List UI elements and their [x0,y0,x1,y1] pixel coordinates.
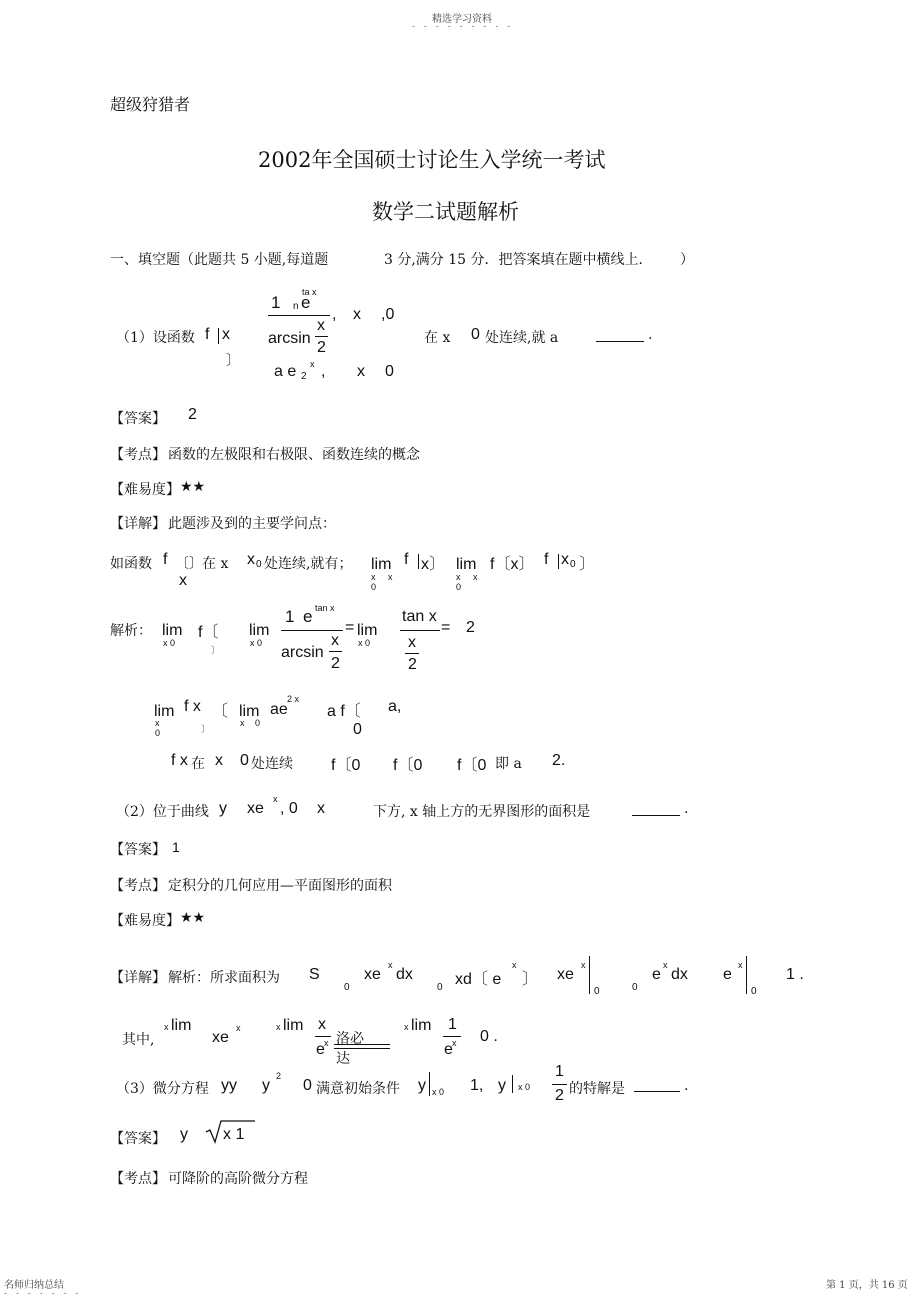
q1-fraction-bar [268,315,330,316]
s1-lim1: lim [371,556,392,573]
s2-lim1: lim [162,622,183,639]
q1-brace: 〕 [226,353,240,369]
q1-inner-bar [315,336,328,337]
s5-lim1: lim [171,1017,192,1034]
s1-f2: f〔x〕 [490,556,535,573]
q1-cont-text: 处连续,就 a [485,330,559,346]
q3-half-num: 1 [555,1063,564,1080]
s3-br2: 〕 [201,725,211,735]
s4-fx: f x [171,752,188,769]
s2-lim2: lim [249,622,270,639]
s4-val: 2. [552,752,566,769]
q3-sub1: x 0 [432,1087,445,1097]
s3-ae: ae [270,701,288,718]
a2-sup5: x [738,960,743,970]
s3-lim2-sub: x [240,718,245,728]
s5-den: e [316,1041,325,1058]
a1-det: 此题涉及到的主要学问点： [168,516,336,532]
q2-text: 下方, x 轴上方的无界图形的面积是 [373,804,591,820]
s5-zero: 0 . [480,1028,498,1045]
s4-zero: 0 [240,752,249,769]
q2-label: （2）位于曲线 [116,804,209,820]
s1-x0-sub: 0 [256,559,262,570]
s1-x0: x [247,551,255,568]
s2-label: 解析： [110,623,152,639]
q1-cont-at: 在 x [424,330,451,346]
s5-x3: x [404,1022,409,1032]
q2-y: y [219,800,227,817]
q3-bar2 [512,1075,513,1093]
s3-lim1-sub0: 0 [155,728,161,738]
s5-luo: 洛必 [336,1031,364,1047]
q3-text2: 的特解是 [569,1081,625,1097]
a1-answer: 2 [188,406,197,423]
s4-x: x [215,752,223,769]
s3-a: a, [388,698,402,715]
s1-fx0-close: 〕 [579,556,596,573]
s2-den-2: 2 [331,655,340,672]
s1-fx0: x [561,551,569,568]
a2-xe: xe [364,966,381,983]
s1-x-below: x [179,572,187,589]
s5-da: 达 [336,1051,350,1067]
s2-den-x: x [331,632,339,649]
s1-f3: f [544,551,549,568]
s1-lim1-sub: x [371,572,376,582]
s1-lim1-sub2: x [388,572,393,582]
s3-af: a f〔 [327,703,361,720]
s2-lim2-sub: x 0 [250,638,263,648]
s5-den2-sup: x [452,1038,457,1048]
a1-diff-label: 【难易度】 [110,482,180,498]
s2-lim1-sub: x 0 [163,638,176,648]
a2-sup4: x [663,960,668,970]
a2-diff-label: 【难易度】 [110,913,180,929]
a2-det: 解析：所求面积为 [168,970,280,986]
s1-cont: 处连续,就有； [264,556,353,572]
q1-comma: , [332,306,337,323]
s3-br: 〔 [212,703,229,720]
q2-answer-blank [632,815,680,816]
q3-bar1 [429,1072,430,1096]
s5-one: 1 [448,1016,457,1033]
s2-lim3-sub: x 0 [358,638,371,648]
s2-num-tanx: tan x [402,608,437,625]
s2-den-arcsin: arcsin [281,644,324,661]
q3-zero: 0 [303,1077,312,1094]
a2-kp-label: 【考点】 [110,878,166,894]
a2-kp: 定积分的几何应用—平面图形的面积 [168,878,392,894]
s1-bar2 [558,554,559,569]
s3-lim2-sub0: 0 [255,718,261,728]
a2-dx: dx [396,966,413,983]
s5-fraction-bar2 [443,1036,461,1037]
q1-label: （1）设函数 [116,330,195,346]
q3-half-den: 2 [555,1087,564,1104]
q1-case2-sup: x [310,359,315,369]
s5-x2: x [276,1022,281,1032]
q3-y2: y [498,1077,506,1094]
s1-f: f [163,551,168,568]
s2-num-e: e [303,607,313,626]
page-title: 2002年全国硕士讨论生入学统一考试 [258,148,606,172]
a2-S: S [309,966,320,983]
s1-text: 如函数 [110,556,152,572]
q1-cont-0: 0 [471,326,480,343]
s4-cont: 处连续 [251,756,293,772]
q1-case1-cond: ,0 [381,306,395,323]
s2-lim3: lim [357,622,378,639]
q1-den-arcsin: arcsin [268,330,311,347]
q1-num-sup: ta x [302,287,317,297]
a2-answer: 1 [172,839,180,855]
q1-case2-x: x [357,363,365,380]
s1-f1: f [404,551,409,568]
q1-case2-0: 0 [385,363,394,380]
a2-det-label: 【详解】 [110,970,166,986]
author: 超级狩猎者 [110,95,191,114]
s1-fx0-sub: 0 [570,559,576,570]
q3-yy: yy [221,1077,237,1094]
s3-zero: 0 [353,721,362,738]
q2-period: . [684,801,689,817]
s1-br: 〔〕 [175,556,203,572]
a2-lo2: 0 [437,982,443,993]
s4-f1: f〔0 [331,757,361,774]
s5-lim3: lim [411,1017,432,1034]
q1-num-1: 1 [271,293,281,312]
a2-sup3: x [581,960,586,970]
header-dashes: - - - - - - - - - [412,22,514,32]
q2-sup: x [273,794,278,804]
q3-answer-blank [634,1091,680,1092]
a2-close: 〕 [522,971,539,988]
s4-ji: 即 a [495,756,522,772]
s4-f2: f〔0 [393,757,423,774]
s2-f: f〔 [198,624,219,641]
q3-half-bar [552,1084,567,1085]
q3-sub2: x 0 [518,1082,531,1092]
s3-fx: f x [184,698,201,715]
a3-y: y [180,1126,188,1143]
s2-eq2: = [441,619,451,636]
q3-text: 满意初始条件 [316,1081,400,1097]
a2-sup2: x [512,960,517,970]
a2-lo3: 0 [594,986,600,997]
q3-one: 1, [470,1077,484,1094]
page-subtitle: 数学二试题解析 [372,200,519,224]
q1-case2-sub: 2 [301,371,307,382]
page-number: 第 1 页，共 16 页 [826,1280,908,1291]
q3-y1: y [418,1077,426,1094]
s2-num-1: 1 [285,607,295,626]
q1-case1-x: x [353,306,361,323]
s5-lim2: lim [283,1017,304,1034]
header-title: 精选学习资料 [432,14,492,25]
s3-lim1-sub: x [155,718,160,728]
a2-lo4: 0 [632,982,638,993]
q3-y: y [262,1077,270,1094]
q1-x: x [222,326,230,343]
q1-period: . [648,327,653,343]
a2-diff: ★★ [180,910,206,926]
section-heading: 一、填空题（此题共 5 小题,每道题 [110,252,329,268]
q3-period: . [684,1078,689,1094]
q1-f: f [205,326,210,343]
a2-eval-bar1 [589,956,590,994]
q2-cond: , 0 [280,800,298,817]
s3-lim1: lim [154,703,175,720]
q1-answer-blank [596,341,644,342]
section-points: 3 分,满分 15 分．把答案填在题中横线上． [384,252,653,268]
a2-xd: xd〔 e [455,971,502,988]
a2-sup1: x [388,960,393,970]
s1-lim2-sub2: x [473,572,478,582]
q1-case2-comma: , [321,363,326,380]
s2-den-x2: x [408,634,416,651]
a2-lo5: 0 [751,986,757,997]
footer-dashes: - - - - - - - [4,1289,82,1299]
s2-inner-bar [329,651,342,652]
s2-fraction-bar [281,630,343,631]
a2-eval-bar2 [746,956,747,994]
s1-bar1 [418,554,419,569]
q1-bar [218,328,219,344]
a3-kp: 可降阶的高阶微分方程 [168,1171,308,1187]
a2-edx: e [652,966,661,983]
q2-xe: xe [247,800,264,817]
s3-sup: 2 x [287,694,300,704]
a1-kp: 函数的左极限和右极限、函数连续的概念 [168,447,420,463]
a2-dx2: dx [671,966,688,983]
footer-left: 名师归纳总结 [4,1280,64,1291]
s4-f3: f〔0 [457,757,487,774]
s1-zai: 在 x [202,556,229,572]
s5-den-sup: x [324,1038,329,1048]
s2-val: 2 [466,619,475,636]
s2-inner-bar2 [405,653,419,654]
s5-fraction-bar1 [315,1036,331,1037]
s1-lim2: lim [456,556,477,573]
s5-qizhong: 其中, [122,1032,155,1048]
s2-f-close: 〕 [211,646,221,656]
q1-case2-ae: a e [274,363,297,380]
a2-lo1: 0 [344,982,350,993]
a3-kp-label: 【考点】 [110,1171,166,1187]
section-close: ） [680,252,694,268]
s5-x1: x [164,1022,169,1032]
a3-rad: x 1 [223,1126,245,1143]
q1-num-e: e [301,293,311,312]
a1-det-label: 【详解】 [110,516,166,532]
a1-answer-label: 【答案】 [110,411,166,427]
s5-den2: e [444,1041,453,1058]
a3-answer-label: 【答案】 [110,1131,166,1147]
s3-lim2: lim [239,703,260,720]
a1-kp-label: 【考点】 [110,447,166,463]
a1-diff: ★★ [180,479,206,495]
a2-xe2: xe [557,966,574,983]
s5-sup: x [236,1023,241,1033]
s1-lim1-sub3: 0 [371,582,377,592]
s5-xe: xe [212,1029,229,1046]
s2-eq: = [345,619,355,636]
s2-num-sup: tan x [315,603,335,613]
s2-den-2b: 2 [408,656,417,673]
s1-lim2-sub: x [456,572,461,582]
q3-sup: 2 [276,1071,282,1081]
a2-answer-label: 【答案】 [110,842,166,858]
q1-num-n: n [293,301,299,312]
a2-e2: e [723,966,732,983]
q2-x: x [317,800,325,817]
q1-den-2: 2 [317,339,326,356]
s4-zai: 在 [191,756,205,772]
s5-num: x [318,1016,326,1033]
q3-label: （3）微分方程 [116,1081,209,1097]
q1-den-x: x [317,317,325,334]
a2-res: 1 . [786,966,804,983]
s1-lim2-sub3: 0 [456,582,462,592]
s1-fx: x〕 [421,556,446,573]
s2-fraction-bar2 [400,630,440,631]
